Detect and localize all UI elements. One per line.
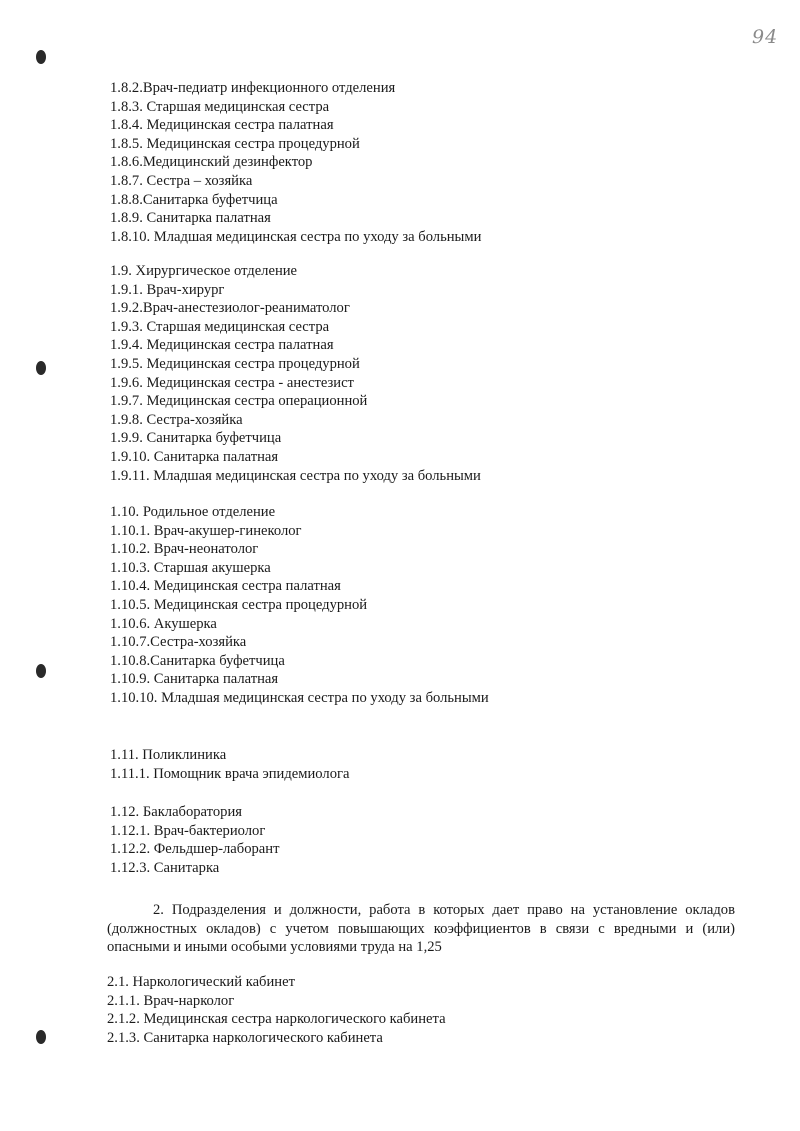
list-item: 1.10.7.Сестра-хозяйка bbox=[110, 634, 247, 651]
list-item: 1.9.8. Сестра-хозяйка bbox=[110, 411, 243, 428]
list-item: 1.10.2. Врач-неонатолог bbox=[110, 541, 259, 558]
list-item: 1.8.2.Врач-педиатр инфекционного отделения bbox=[110, 80, 396, 96]
section-1-8-list bbox=[110, 79, 481, 246]
list-item: 1.8.8.Санитарка буфетчица bbox=[110, 191, 278, 208]
list-item: 2.1.3. Санитарка наркологического кабинета bbox=[107, 1029, 383, 1046]
list-item: 1.9.2.Врач-анестезиолог-реаниматолог bbox=[110, 300, 350, 317]
punch-hole bbox=[36, 50, 46, 64]
section-1-10-list bbox=[110, 503, 489, 708]
list-item: 1.10.8.Санитарка буфетчица bbox=[110, 652, 285, 669]
list-item: 1.9.7. Медицинская сестра операционной bbox=[110, 393, 368, 410]
list-item: 1.8.4. Медицинская сестра палатная bbox=[110, 117, 334, 134]
list-item: 2.1.2. Медицинская сестра наркологического кабинета bbox=[107, 1011, 446, 1028]
list-item: 1.10.10. Младшая медицинская сестра по уходу за больными bbox=[110, 689, 489, 706]
list-item: 1.11.1. Помощник врача эпидемиолога bbox=[110, 765, 350, 782]
list-item: 1.9.1. Врач-хирург bbox=[110, 281, 225, 298]
list-item: 1.8.9. Санитарка палатная bbox=[110, 210, 271, 227]
list-item: 1.8.10. Младшая медицинская сестра по уходу за больными bbox=[110, 228, 482, 245]
list-item: 1.8.3. Старшая медицинская сестра bbox=[110, 98, 330, 115]
section-heading: 2.1. Наркологический кабинет bbox=[107, 974, 295, 990]
list-item: 1.10.9. Санитарка палатная bbox=[110, 671, 279, 688]
list-item: 1.10.5. Медицинская сестра процедурной bbox=[110, 596, 368, 613]
handwritten-page-number: 94 bbox=[752, 26, 779, 48]
list-item: 1.9.10. Санитарка палатная bbox=[110, 448, 279, 465]
section-1-9-list bbox=[110, 262, 481, 485]
list-item: 1.8.5. Медицинская сестра процедурной bbox=[110, 135, 360, 152]
list-item: 1.10.1. Врач-акушер-гинеколог bbox=[110, 522, 302, 539]
list-item: 1.12.3. Санитарка bbox=[110, 859, 220, 876]
list-item: 1.9.11. Младшая медицинская сестра по уходу за больными bbox=[110, 467, 481, 484]
section-1-11-list bbox=[110, 746, 349, 783]
punch-hole bbox=[36, 1030, 46, 1044]
list-item: 2.1.1. Врач-нарколог bbox=[107, 992, 235, 1009]
list-item: 1.9.3. Старшая медицинская сестра bbox=[110, 318, 330, 335]
list-item: 1.8.7. Сестра – хозяйка bbox=[110, 172, 253, 189]
punch-hole bbox=[36, 664, 46, 678]
section-heading: 1.12. Баклаборатория bbox=[110, 804, 242, 820]
list-item: 1.9.9. Санитарка буфетчица bbox=[110, 430, 282, 447]
section-2-1-list bbox=[107, 973, 446, 1047]
section-1-12-list bbox=[110, 803, 279, 877]
list-item: 1.9.6. Медицинская сестра - анестезист bbox=[110, 374, 354, 391]
punch-hole bbox=[36, 361, 46, 375]
list-item: 1.9.4. Медицинская сестра палатная bbox=[110, 337, 334, 354]
list-item: 1.12.1. Врач-бактериолог bbox=[110, 822, 266, 839]
list-item: 1.12.2. Фельдшер-лаборант bbox=[110, 841, 280, 858]
list-item: 1.8.6.Медицинский дезинфектор bbox=[110, 154, 313, 171]
list-item: 1.10.6. Акушерка bbox=[110, 615, 217, 632]
list-item: 1.9.5. Медицинская сестра процедурной bbox=[110, 355, 360, 372]
list-item: 1.10.4. Медицинская сестра палатная bbox=[110, 578, 341, 595]
section-heading: 1.9. Хирургическое отделение bbox=[110, 263, 298, 279]
list-item: 1.10.3. Старшая акушерка bbox=[110, 559, 271, 576]
section-heading: 1.10. Родильное отделение bbox=[110, 504, 276, 520]
paragraph-section-2: 2. Подразделения и должности, работа в которых дает право на установление окладов (должностных окладов) с учетом повышающих коэффициентов в связи с вредными и (или) опасными и иными особыми условиями труда на 1,25 bbox=[107, 902, 735, 956]
section-heading: 1.11. Поликлиника bbox=[110, 747, 227, 763]
